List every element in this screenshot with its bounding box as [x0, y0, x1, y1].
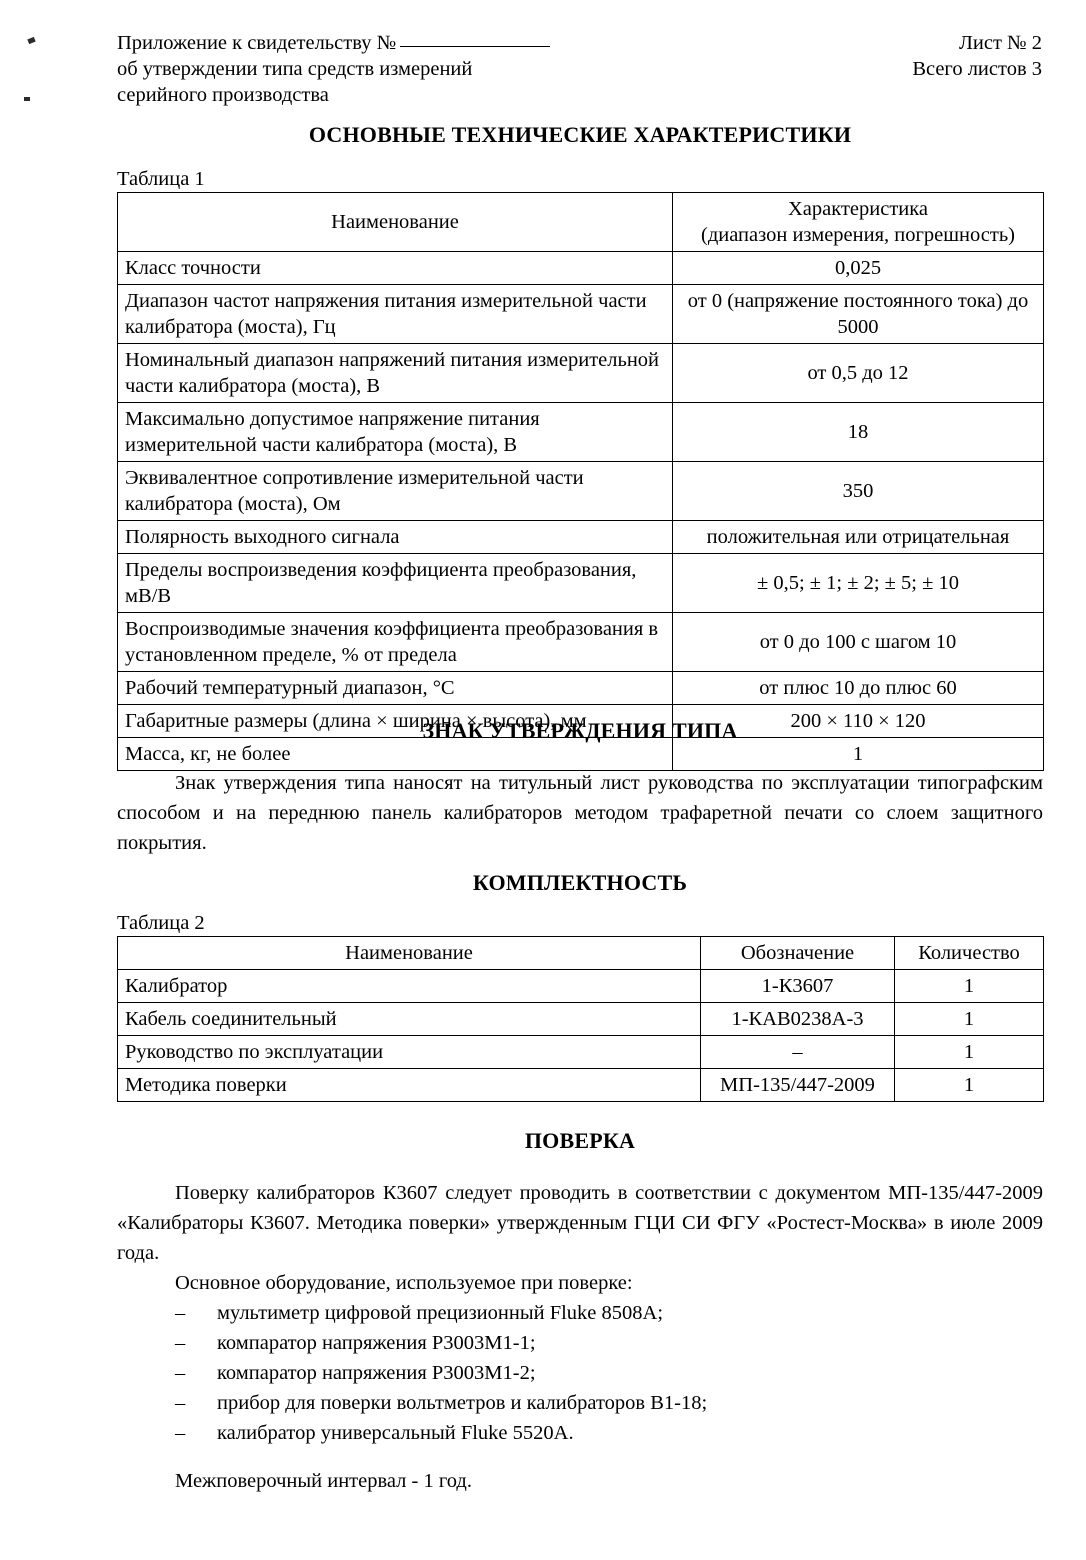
table1-row-8-name: Рабочий температурный диапазон, °С	[118, 672, 673, 705]
scan-artifact-icon	[27, 37, 35, 44]
table1-row-0-name: Класс точности	[118, 252, 673, 285]
table1-row-9-value: 200 × 110 × 120	[673, 705, 1044, 738]
table1-row-4-value: 350	[673, 462, 1044, 521]
table-row	[118, 1003, 1044, 1036]
table1-row-8-value: от плюс 10 до плюс 60	[673, 672, 1044, 705]
header-left-line-3: серийного производства	[117, 84, 329, 106]
table2-caption: Таблица 2	[117, 912, 205, 934]
table2-row-1-designation: 1-КАВ0238А-3	[701, 1003, 895, 1036]
dash-bullet-icon: –	[175, 1332, 186, 1354]
section-title-completeness: КОМПЛЕКТНОСТЬ	[472, 870, 688, 895]
table1-caption: Таблица 1	[117, 168, 205, 190]
equipment-item-label: мультиметр цифровой прецизионный Fluke 8508A;	[217, 1302, 664, 1324]
table2-row-0-quantity: 1	[895, 970, 1044, 1003]
table1-row-2-name: Номинальный диапазон напряжений питания измерительной части калибратора (моста), В	[118, 344, 673, 403]
equipment-item-label: компаратор напряжения Р3003М1-2;	[217, 1362, 536, 1384]
header-right-block	[912, 30, 1042, 82]
table-row	[118, 462, 1044, 521]
dash-bullet-icon: –	[175, 1362, 186, 1384]
table1-header-row	[118, 193, 1044, 252]
table1-row-1-value: от 0 (напряжение постоянного тока) до 5000	[673, 285, 1044, 344]
table2-row-3-quantity: 1	[895, 1069, 1044, 1102]
table1-row-7-name: Воспроизводимые значения коэффициента преобразования в установленном пределе, % от предела	[118, 613, 673, 672]
section-title-type-mark: ЗНАК УТВЕРЖДЕНИЯ ТИПА	[422, 718, 738, 743]
table1-row-10-name: Масса, кг, не более	[118, 738, 673, 771]
table2-row-0-designation: 1-К3607	[701, 970, 895, 1003]
sheet-number: Лист № 2	[959, 32, 1042, 54]
table1-row-4-name: Эквивалентное сопротивление измерительной части калибратора (моста), Ом	[118, 462, 673, 521]
table1-header-name: Наименование	[118, 193, 673, 252]
list-item	[175, 1358, 1043, 1388]
verification-paragraph: Поверку калибраторов К3607 следует проводить в соответствии с документом МП-135/447-2009 «Калибраторы К3607. Методика поверки» утвержденным ГЦИ СИ ФГУ «Ростест-Москва» в июле 2009 года.	[117, 1182, 1043, 1264]
specifications-table	[117, 192, 1044, 771]
table2-header-designation: Обозначение	[701, 937, 895, 970]
completeness-table	[117, 936, 1044, 1102]
table-row	[118, 554, 1044, 613]
equipment-item-label: компаратор напряжения Р3003М1-1;	[217, 1332, 536, 1354]
table-row	[118, 672, 1044, 705]
equipment-intro: Основное оборудование, используемое при поверке:	[175, 1272, 633, 1294]
table2-wrapper	[117, 936, 1044, 1102]
page-title-specifications: ОСНОВНЫЕ ТЕХНИЧЕСКИЕ ХАРАКТЕРИСТИКИ	[308, 122, 852, 147]
table-row	[118, 613, 1044, 672]
header-left-line-2: об утверждении типа средств измерений	[117, 58, 473, 80]
table1-row-2-value: от 0,5 до 12	[673, 344, 1044, 403]
table1-row-6-name: Пределы воспроизведения коэффициента преобразования, мВ/В	[118, 554, 673, 613]
type-mark-block	[117, 768, 1043, 858]
table1-row-5-value: положительная или отрицательная	[673, 521, 1044, 554]
equipment-item-label: калибратор универсальный Fluke 5520A.	[217, 1422, 574, 1444]
list-item	[175, 1298, 1043, 1328]
page-header	[117, 30, 1042, 108]
equipment-item-label: прибор для поверки вольтметров и калибраторов В1-18;	[217, 1392, 708, 1414]
header-left-block	[117, 30, 550, 108]
table1-row-1-name: Диапазон частот напряжения питания измерительной части калибратора (моста), Гц	[118, 285, 673, 344]
type-mark-paragraph: Знак утверждения типа наносят на титульный лист руководства по эксплуатации типографским способом и на переднюю панель калибраторов методом трафаретной печати со слоем защитного покрытия.	[117, 772, 1043, 854]
verification-interval: Межповерочный интервал - 1 год.	[175, 1470, 472, 1492]
table2-row-3-designation: МП-135/447-2009	[701, 1069, 895, 1102]
table2-header-quantity: Количество	[895, 937, 1044, 970]
list-item	[175, 1418, 1043, 1448]
table1-header-characteristic-line1: Характеристика	[788, 198, 928, 220]
table2-header-row	[118, 937, 1044, 970]
scan-artifact-icon	[24, 97, 30, 101]
table2-row-3-name: Методика поверки	[118, 1069, 701, 1102]
table1-row-3-name: Максимально допустимое напряжение питания измерительной части калибратора (моста), В	[118, 403, 673, 462]
table1-row-6-value: ± 0,5; ± 1; ± 2; ± 5; ± 10	[673, 554, 1044, 613]
table2-header-name: Наименование	[118, 937, 701, 970]
equipment-list	[117, 1298, 1043, 1448]
table2-row-1-quantity: 1	[895, 1003, 1044, 1036]
dash-bullet-icon: –	[175, 1302, 186, 1324]
certificate-reference-line	[117, 30, 550, 56]
table1-row-10-value: 1	[673, 738, 1044, 771]
table-row	[118, 1069, 1044, 1102]
total-sheets: Всего листов 3	[912, 58, 1042, 80]
table-row	[118, 285, 1044, 344]
certificate-number-blank	[400, 46, 550, 47]
table1-header-characteristic	[673, 193, 1044, 252]
table2-row-2-quantity: 1	[895, 1036, 1044, 1069]
verification-block	[117, 1178, 1043, 1496]
table1-row-9-name: Габаритные размеры (длина × ширина × высота), мм	[118, 705, 673, 738]
dash-bullet-icon: –	[175, 1392, 186, 1414]
table1-wrapper	[117, 192, 1044, 771]
table2-row-2-name: Руководство по эксплуатации	[118, 1036, 701, 1069]
dash-bullet-icon: –	[175, 1422, 186, 1444]
certificate-reference-label: Приложение к свидетельству №	[117, 32, 397, 54]
list-item	[175, 1388, 1043, 1418]
table1-header-characteristic-line2: (диапазон измерения, погрешность)	[701, 224, 1015, 246]
table-row	[118, 970, 1044, 1003]
table-row	[118, 1036, 1044, 1069]
table1-row-0-value: 0,025	[673, 252, 1044, 285]
table2-row-0-name: Калибратор	[118, 970, 701, 1003]
table2-body	[118, 970, 1044, 1102]
table2-row-1-name: Кабель соединительный	[118, 1003, 701, 1036]
table-row	[118, 252, 1044, 285]
table-row	[118, 403, 1044, 462]
table-row	[118, 344, 1044, 403]
table1-row-7-value: от 0 до 100 с шагом 10	[673, 613, 1044, 672]
table1-row-3-value: 18	[673, 403, 1044, 462]
section-title-verification: ПОВЕРКА	[524, 1128, 636, 1153]
table1-body	[118, 252, 1044, 771]
table1-row-5-name: Полярность выходного сигнала	[118, 521, 673, 554]
list-item	[175, 1328, 1043, 1358]
table2-row-2-designation: –	[701, 1036, 895, 1069]
table-row	[118, 521, 1044, 554]
